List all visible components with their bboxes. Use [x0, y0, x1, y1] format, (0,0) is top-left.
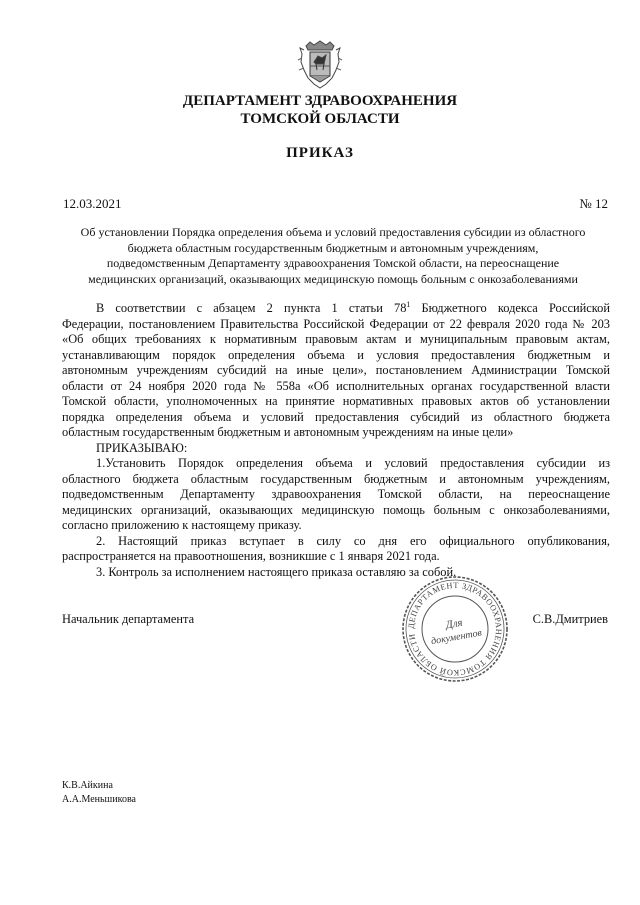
- org-name-line2: ТОМСКОЙ ОБЛАСТИ: [240, 111, 400, 127]
- item1-line: согласно приложению к настоящему приказу.: [62, 518, 302, 532]
- preamble-line: [62, 301, 610, 317]
- document-type-title: ПРИКАЗ: [286, 145, 354, 161]
- preamble-line: областным государственным бюджетным и автономным учреждениям на иные цели»: [62, 425, 514, 439]
- preamble-line: устанавливающим порядок определения объема и условия предоставления бюджетным и: [62, 347, 610, 362]
- org-name-line1: ДЕПАРТАМЕНТ ЗДРАВООХРАНЕНИЯ: [182, 93, 458, 109]
- order-word: ПРИКАЗЫВАЮ:: [96, 440, 188, 455]
- subject-line: подведомственным Департаменту здравоохранения Томской области, на переоснащение: [106, 256, 560, 270]
- stamp-ring-text: ДЕПАРТАМЕНТ ЗДРАВООХРАНЕНИЯ ТОМСКОЙ ОБЛАСТИ: [406, 580, 504, 678]
- item1-line: областного бюджета областным государственным бюджетным и автономным учреждениям,: [62, 471, 610, 486]
- item1-line: 1.Установить Порядок определения объема и условий предоставления субсидии из: [96, 456, 610, 470]
- order-body: [62, 301, 610, 580]
- preamble-line: «Об общих требованиях к нормативным правовым актам и муниципальным правовым актам,: [62, 332, 610, 346]
- stamp-center-line1: Для: [444, 616, 464, 632]
- order-date: 12.03.2021: [63, 196, 122, 211]
- subject-line: бюджета областным государственным бюджетным и автономным учреждениям,: [127, 240, 539, 255]
- order-number: № 12: [579, 196, 608, 211]
- signatory-title: Начальник департамента: [62, 612, 195, 626]
- order-subject: [58, 225, 608, 287]
- executor-name: А.А.Меньшикова: [62, 794, 136, 805]
- subject-line: медицинских организаций, оказывающих медицинскую помощь больным с онкозаболеваниями: [88, 271, 578, 286]
- preamble-line: порядка определения объема и условий предоставления субсидий из областного бюджета: [62, 409, 610, 424]
- preamble-line: автономным учреждениям субсидий на иные цели», постановлением Администрации Томской: [62, 363, 610, 377]
- item1-line: медицинских организаций, оказывающих медицинскую помощь больным с онкозаболеваниями,: [62, 502, 610, 517]
- item2-line: 2. Настоящий приказ вступает в силу со дня его официального опубликования,: [96, 533, 610, 548]
- official-stamp: [400, 574, 510, 684]
- item3-line: 3. Контроль за исполнением настоящего приказа оставляю за собой.: [96, 564, 457, 579]
- subject-line: Об установлении Порядка определения объема и условий предоставления субсидии из областного: [80, 225, 586, 239]
- signatory-name: С.В.Дмитриев: [532, 612, 608, 626]
- preamble-text: В соответствии с абзацем 2 пункта 1 статьи 78: [96, 301, 407, 315]
- preamble-line: Федерации, постановлением Правительства Российской Федерации от 22 февраля 2020 года № 203: [62, 316, 610, 331]
- preamble-line: области от 24 ноября 2020 года № 558а «Об исполнительных органах государственной власти: [62, 378, 610, 393]
- superscript: 1: [406, 299, 411, 309]
- item2-line: распространяется на правоотношения, возникшие с 1 января 2021 года.: [62, 549, 440, 563]
- executor-name: К.В.Айкина: [62, 780, 113, 791]
- preamble-text: Бюджетного кодекса Российской: [410, 301, 611, 315]
- stamp-center-line2: документов: [430, 627, 483, 648]
- coat-of-arms-icon: [296, 40, 344, 92]
- item1-line: подведомственным Департаменту здравоохранения Томской области, на переоснащение: [62, 487, 610, 501]
- preamble-line: Томской области, уполномоченных на принятие нормативных правовых актов об установлении: [62, 394, 610, 408]
